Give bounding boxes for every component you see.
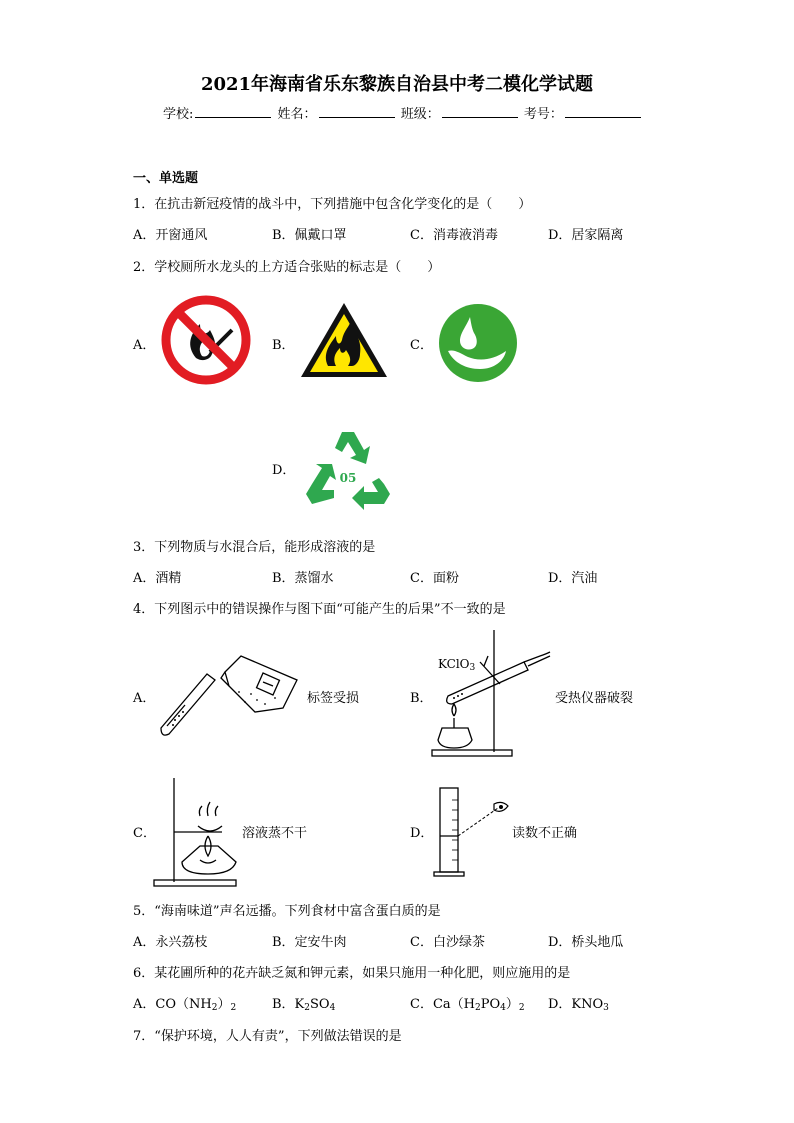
q1-option-d[interactable]: D．居家隔离 — [548, 228, 624, 243]
q5-option-d[interactable]: D．桥头地瓜 — [548, 935, 624, 950]
q6-option-a-text: A．CO（NH — [133, 997, 212, 1012]
heating-test-tube-diagram — [428, 628, 554, 760]
q6-option-b-text: B．K — [272, 997, 305, 1012]
q6-option-d[interactable]: D．$KNO_3$ — [548, 997, 609, 1013]
question-3-stem: 3．下列物质与水混合后，能形成溶液的是 — [133, 540, 376, 555]
q2-option-a[interactable]: A． — [133, 338, 156, 353]
q6-option-d-text: D．KNO — [548, 997, 604, 1012]
recycle-code-label: 05 — [339, 471, 357, 485]
question-6-stem: 6．某花圃所种的花卉缺乏氮和钾元素，如果只施用一种化肥，则应施用的是 — [133, 966, 571, 981]
q6-option-c[interactable]: C．$Ca(H_2PO_4)_2$ — [410, 997, 525, 1013]
exam-no-blank[interactable] — [565, 105, 641, 118]
q1-option-c[interactable]: C．消毒液消毒 — [410, 228, 498, 243]
exam-no-label: 考号： — [523, 107, 563, 122]
q2-option-b[interactable]: B． — [272, 338, 295, 353]
q4-caption-d: 读数不正确 — [512, 826, 578, 841]
name-label: 姓名： — [277, 107, 317, 122]
question-4-stem: 4．下列图示中的错误操作与图下面“可能产生的后果”不一致的是 — [133, 602, 506, 617]
q3-option-c[interactable]: C．面粉 — [410, 571, 459, 586]
recycle-icon — [302, 428, 394, 510]
class-blank[interactable] — [442, 105, 518, 118]
q6-option-a[interactable]: A．$CO(NH_2)_2$ — [133, 997, 237, 1013]
school-blank[interactable] — [195, 105, 271, 118]
class-label: 班级： — [400, 107, 440, 122]
q6-option-c-text: C．Ca（H — [410, 997, 475, 1012]
q5-option-a[interactable]: A．永兴荔枝 — [133, 935, 208, 950]
no-fire-icon — [160, 294, 252, 386]
q4-option-c[interactable]: C． — [133, 826, 156, 841]
kclo3-label-base: KClO — [438, 657, 470, 671]
q1-option-a[interactable]: A．开窗通风 — [133, 228, 208, 243]
q3-option-d[interactable]: D．汽油 — [548, 571, 598, 586]
q4-option-b[interactable]: B． — [410, 691, 433, 706]
question-1-stem: 1．在抗击新冠疫情的战斗中，下列措施中包含化学变化的是（ ） — [133, 197, 532, 212]
q4-option-d[interactable]: D． — [410, 826, 434, 841]
q4-caption-c: 溶液蒸不干 — [242, 826, 308, 841]
flammable-warning-icon — [298, 300, 390, 380]
question-5-stem: 5．“海南味道”声名远播。下列食材中富含蛋白质的是 — [133, 904, 441, 919]
question-2-stem: 2．学校厕所水龙头的上方适合张贴的标志是（ ） — [133, 260, 441, 275]
q5-option-c[interactable]: C．白沙绿茶 — [410, 935, 485, 950]
cylinder-reading-diagram — [432, 786, 512, 878]
q6-option-b[interactable]: B．$K_2SO_4$ — [272, 997, 336, 1013]
water-saving-icon — [438, 303, 518, 383]
q2-option-d[interactable]: D． — [272, 463, 296, 478]
q4-option-a[interactable]: A． — [133, 691, 156, 706]
q3-option-b[interactable]: B．蒸馏水 — [272, 571, 334, 586]
kclo3-label-sub: 3 — [469, 663, 476, 673]
question-7-stem: 7．“保护环境，人人有责”，下列做法错误的是 — [133, 1029, 402, 1044]
page-title: 2021年海南省乐东黎族自治县中考二模化学试题 — [200, 74, 594, 95]
q4-caption-a: 标签受损 — [307, 691, 360, 706]
school-label: 学校: — [163, 107, 194, 122]
name-blank[interactable] — [319, 105, 395, 118]
q2-option-c[interactable]: C． — [410, 338, 433, 353]
q5-option-b[interactable]: B．定安牛肉 — [272, 935, 347, 950]
student-info-line — [163, 103, 643, 122]
evaporation-diagram — [152, 776, 240, 888]
pouring-liquid-diagram — [155, 650, 305, 740]
q4-caption-b: 受热仪器破裂 — [555, 691, 634, 706]
q3-option-a[interactable]: A．酒精 — [133, 571, 182, 586]
section-heading: 一、单选题 — [133, 171, 199, 186]
q1-option-b[interactable]: B．佩戴口罩 — [272, 228, 347, 243]
